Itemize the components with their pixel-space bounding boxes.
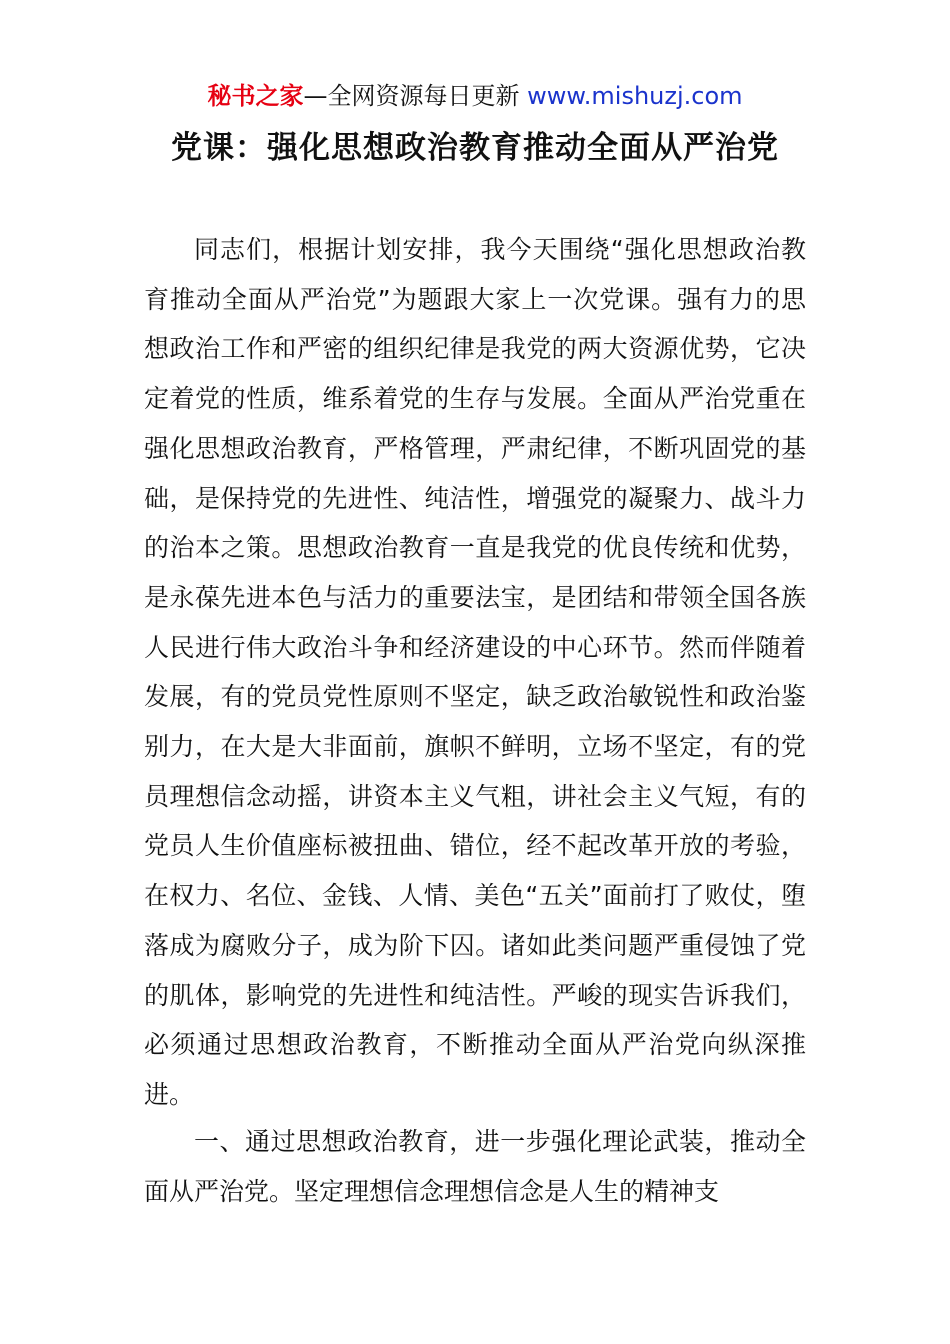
site-header: [0, 80, 950, 112]
site-url-link[interactable]: www.mishuzj.com: [527, 82, 743, 110]
site-brand: 秘书之家: [207, 82, 304, 110]
body-paragraph-intro: 同志们，根据计划安排，我今天围绕“强化思想政治教育推动全面从严治党”为题跟大家上一次党课。强有力的思想政治工作和严密的组织纪律是我党的两大资源优势，它决定着党的性质，维系着党的生存与发展。全面从严治党重在强化思想政治教育，严格管理，严肃纪律，不断巩固党的基础，是保持党的先进性、纯洁性，增强党的凝聚力、战斗力的治本之策。思想政治教育一直是我党的优良传统和优势，是永葆先进本色与活力的重要法宝，是团结和带领全国各族人民进行伟大政治斗争和经济建设的中心环节。然而伴随着发展，有的党员党性原则不坚定，缺乏政治敏锐性和政治鉴别力，在大是大非面前，旗帜不鲜明，立场不坚定，有的党员理想信念动摇，讲资本主义气粗，讲社会主义气短，有的党员人生价值座标被扭曲、错位，经不起改革开放的考验，在权力、名位、金钱、人情、美色“五关”面前打了败仗，堕落成为腐败分子，成为阶下囚。诸如此类问题严重侵蚀了党的肌体，影响党的先进性和纯洁性。严峻的现实告诉我们，必须通过思想政治教育，不断推动全面从严治党向纵深推进。: [144, 235, 806, 1109]
body-paragraph-section-one: 一、通过思想政治教育，进一步强化理论武装，推动全面从严治党。坚定理想信念理想信念是人生的精神支: [144, 1127, 806, 1206]
site-tagline: —全网资源每日更新: [303, 82, 520, 110]
document-title: 党课：强化思想政治教育推动全面从严治党: [171, 130, 779, 166]
